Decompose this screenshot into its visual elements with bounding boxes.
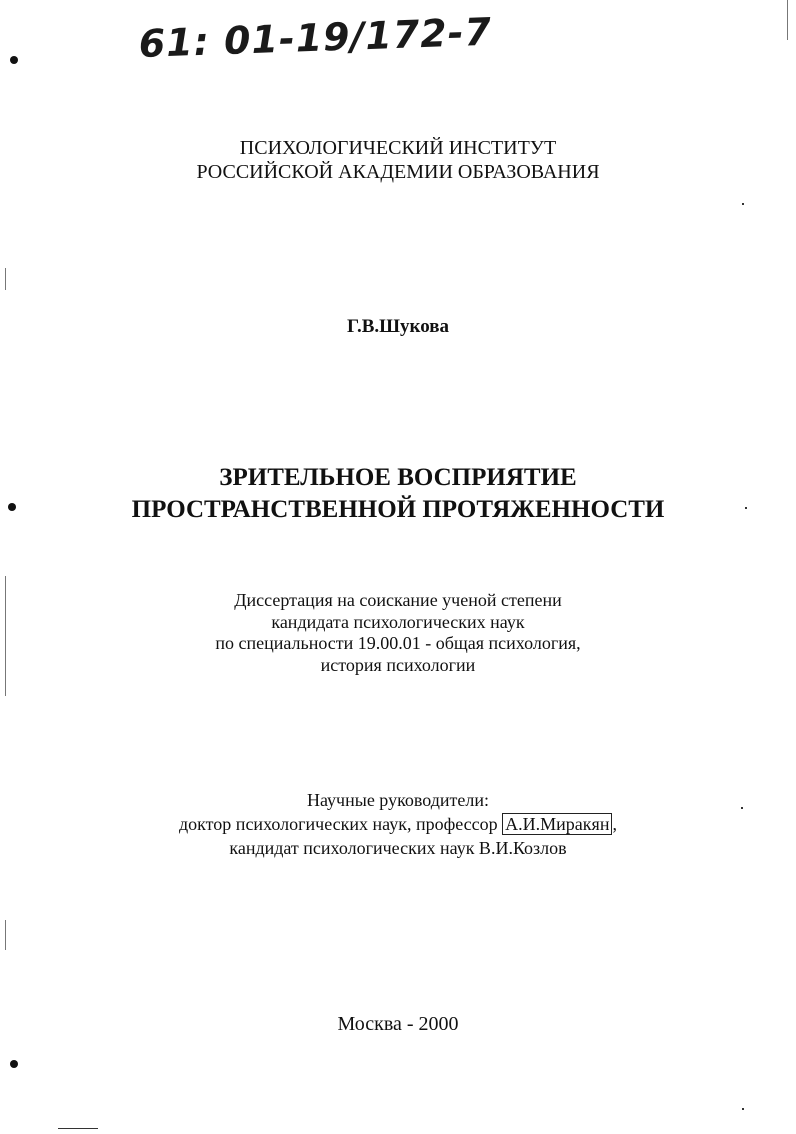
supervisors-block — [0, 788, 796, 860]
supervisor-line-2: кандидат психологических наук В.И.Козлов — [229, 838, 567, 858]
institute-line-1: ПСИХОЛОГИЧЕСКИЙ ИНСТИТУТ — [239, 137, 557, 159]
supervisor-1-name: А.И.Миракян — [502, 813, 612, 835]
dissertation-line-2: кандидата психологических наук — [271, 611, 525, 632]
institute-line-2: РОССИЙСКОЙ АКАДЕМИИ ОБРАЗОВАНИЯ — [196, 161, 600, 183]
supervisor-1-title: доктор психологических наук, профессор — [179, 814, 503, 834]
scan-speck — [742, 203, 744, 205]
scan-edge-mark — [787, 0, 788, 40]
handwritten-catalog-code: 61: 01-19/172-7 — [138, 9, 493, 66]
scan-edge-mark — [5, 268, 6, 290]
city-year: Москва - 2000 — [337, 1013, 459, 1035]
dissertation-title — [0, 462, 796, 526]
dissertation-line-1: Диссертация на соискание ученой степени — [234, 590, 562, 610]
binder-hole-bottom — [10, 1060, 18, 1068]
binder-hole-top — [10, 56, 18, 64]
scan-speck — [58, 1128, 98, 1129]
dissertation-line-3: по специальности 19.00.01 - общая психология, — [215, 633, 581, 653]
dissertation-line-4: история психологии — [320, 654, 476, 675]
scan-edge-mark — [5, 920, 6, 950]
institute-name — [0, 136, 796, 184]
title-line-1: ЗРИТЕЛЬНОЕ ВОСПРИЯТИЕ — [219, 464, 577, 491]
author-name: Г.В.Шукова — [347, 316, 449, 337]
supervisor-1-suffix: , — [612, 814, 617, 834]
dissertation-description — [0, 590, 796, 676]
supervisors-heading: Научные руководители: — [306, 790, 490, 810]
title-line-2: ПРОСТРАНСТВЕННОЙ ПРОТЯЖЕННОСТИ — [131, 496, 665, 523]
scan-speck — [742, 1108, 744, 1110]
supervisor-line-1 — [0, 812, 796, 836]
